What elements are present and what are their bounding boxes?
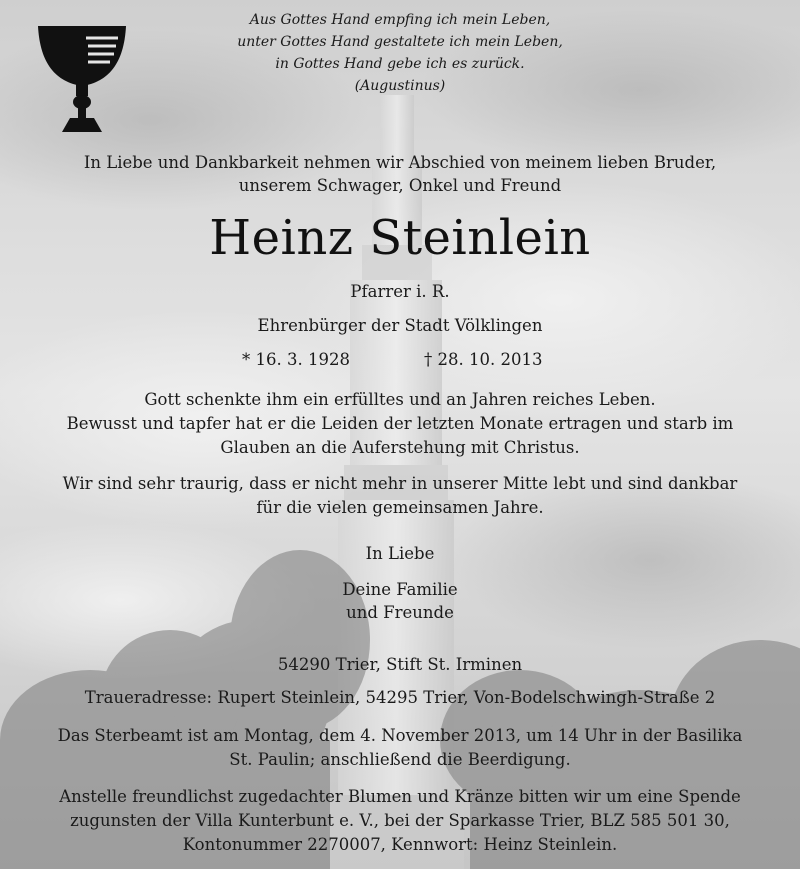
service-line-2: St. Paulin; anschließend die Beerdigung. (229, 750, 571, 769)
birth-date: * 16. 3. 1928 (242, 350, 350, 369)
death-date: † 28. 10. 2013 (424, 350, 543, 369)
text1-line-3: Glauben an die Auferstehung mit Christus. (220, 438, 580, 457)
quote-author: (Augustinus) (354, 78, 446, 94)
intro-line-1: In Liebe und Dankbarkeit nehmen wir Abschied von meinem lieben Bruder, (83, 153, 717, 172)
deceased-honor: Ehrenbürger der Stadt Völklingen (257, 316, 543, 335)
signoff-greeting: In Liebe (365, 544, 435, 563)
signoff-family: Deine Familie (342, 580, 458, 599)
home-address: 54290 Trier, Stift St. Irminen (277, 655, 523, 674)
deceased-title: Pfarrer i. R. (350, 282, 450, 301)
deceased-name: Heinz Steinlein (209, 210, 591, 266)
signoff-friends: und Freunde (346, 603, 454, 622)
donation-line-2: zugunsten der Villa Kunterbunt e. V., bei der Sparkasse Trier, BLZ 585 501 30, (70, 811, 730, 830)
quote-line-1: Aus Gottes Hand empfing ich mein Leben, (249, 12, 551, 28)
quote-line-2: unter Gottes Hand gestaltete ich mein Leben, (237, 34, 563, 50)
text2-line-1: Wir sind sehr traurig, dass er nicht mehr in unserer Mitte lebt und sind dankbar (62, 474, 738, 493)
donation-line-3: Kontonummer 2270007, Kennwort: Heinz Steinlein. (182, 835, 618, 854)
text1-line-2: Bewusst und tapfer hat er die Leiden der letzten Monate ertragen und starb im (66, 414, 734, 433)
mourning-address: Traueradresse: Rupert Steinlein, 54295 Trier, Von-Bodelschwingh-Straße 2 (84, 688, 716, 707)
service-line-1: Das Sterbeamt ist am Montag, dem 4. November 2013, um 14 Uhr in der Basilika (57, 726, 743, 745)
text1-line-1: Gott schenkte ihm ein erfülltes und an Jahren reiches Leben. (144, 390, 656, 409)
intro-line-2: unserem Schwager, Onkel und Freund (238, 176, 562, 195)
quote-line-3: in Gottes Hand gebe ich es zurück. (275, 56, 525, 72)
donation-line-1: Anstelle freundlichst zugedachter Blumen und Kränze bitten wir um eine Spende (59, 787, 741, 806)
text2-line-2: für die vielen gemeinsamen Jahre. (256, 498, 544, 517)
